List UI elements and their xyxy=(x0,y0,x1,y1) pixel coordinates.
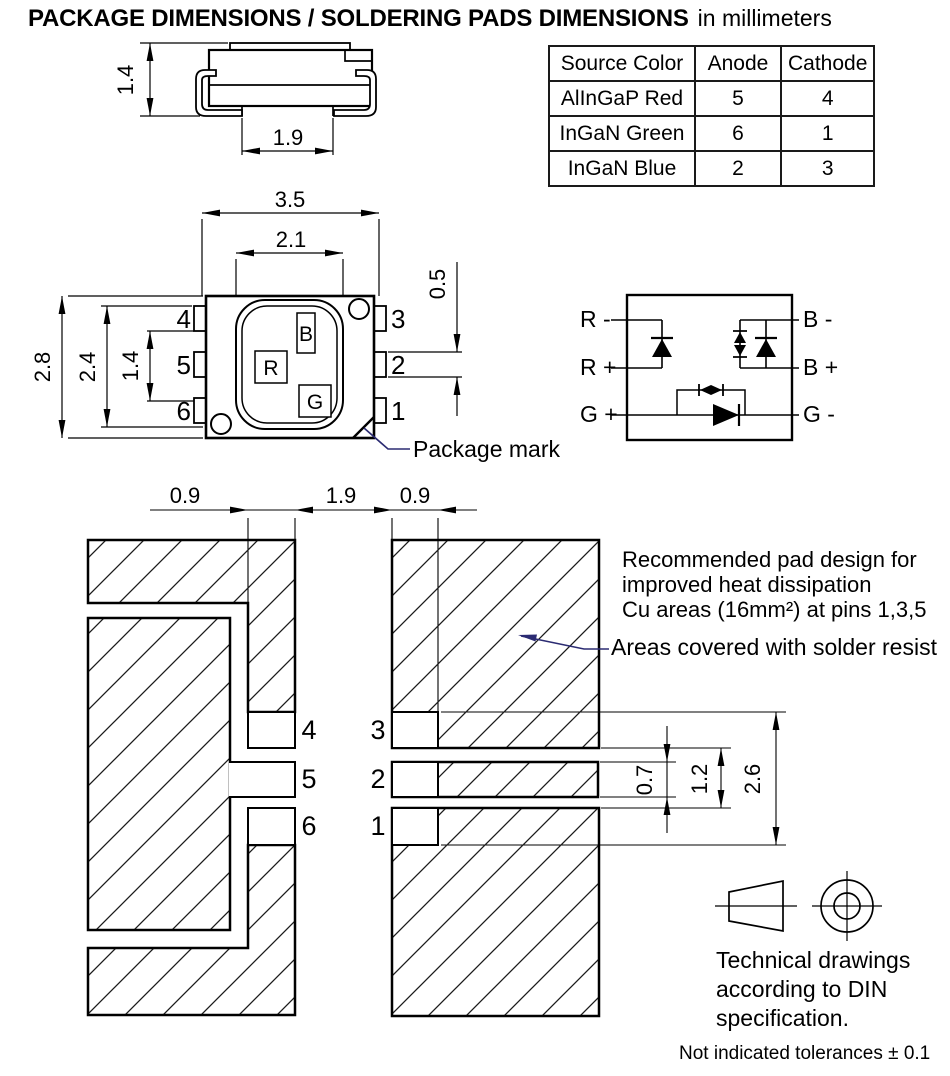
extension-line xyxy=(236,259,343,299)
dimension-label: 2.8 xyxy=(30,351,55,383)
pad-design-note-line: Recommended pad design for xyxy=(622,547,917,572)
table-cell: 4 xyxy=(781,81,874,116)
arrowhead xyxy=(325,250,343,257)
dimension-label: 1.9 xyxy=(325,483,357,508)
solder-resist-note: Areas covered with solder resist xyxy=(611,634,937,660)
arrowhead xyxy=(295,507,313,514)
pin-label: 3 xyxy=(391,304,406,334)
dimension-label: 2.6 xyxy=(740,763,765,795)
column-header: Source Color xyxy=(549,46,695,81)
wire xyxy=(611,320,662,368)
arrowhead xyxy=(104,306,111,324)
table-cell: 2 xyxy=(695,151,781,186)
arrowhead xyxy=(202,210,220,217)
table-cell: AlInGaP Red xyxy=(549,81,695,116)
arrowhead xyxy=(773,827,780,845)
arrowhead xyxy=(361,210,379,217)
pin-label: 1 xyxy=(370,811,386,841)
page-title-main: PACKAGE DIMENSIONS / SOLDERING PADS DIMENSIONS xyxy=(28,5,689,32)
circuit-pin-label: G + xyxy=(580,401,618,427)
arrowhead xyxy=(374,507,392,514)
dimension-label: 0.7 xyxy=(632,764,657,796)
pin-2 xyxy=(374,352,386,377)
index-circle-top xyxy=(349,299,369,319)
tolerance-note: Not indicated tolerances ± 0.1 xyxy=(679,1043,931,1064)
page-title xyxy=(28,5,832,33)
solder-pad-2 xyxy=(392,762,438,797)
arrowhead xyxy=(236,250,254,257)
pin-label: 3 xyxy=(370,715,386,745)
pad-design-note xyxy=(622,547,926,622)
arrowhead xyxy=(454,377,461,395)
dimension-label: 1.4 xyxy=(113,64,138,96)
cu-area-pin-5 xyxy=(88,618,230,930)
din-note: Technical drawings according to DIN specification. xyxy=(716,947,911,1031)
pin-label: 1 xyxy=(391,396,406,426)
wire xyxy=(740,320,799,368)
arrowhead xyxy=(438,507,456,514)
protection-diode-symbol xyxy=(711,385,722,395)
led-green-symbol xyxy=(713,404,739,426)
solder-pad-1 xyxy=(392,808,438,845)
pin-label: 4 xyxy=(176,304,191,334)
arrowhead xyxy=(59,420,66,438)
table-cell: InGaN Blue xyxy=(549,151,695,186)
arrowhead xyxy=(718,790,725,808)
side-view-drawing xyxy=(95,36,395,166)
standoff-notch xyxy=(242,106,333,116)
led-blue-symbol xyxy=(756,339,776,357)
pin-6 xyxy=(194,398,206,423)
arrowhead xyxy=(773,712,780,730)
table-row xyxy=(549,151,874,186)
arrowhead xyxy=(59,296,66,314)
solder-pad-4 xyxy=(248,712,295,748)
column-header: Anode xyxy=(695,46,781,81)
top-view-drawing xyxy=(30,188,565,478)
arrowhead xyxy=(104,409,111,427)
pin-assignment-table xyxy=(548,45,875,187)
dimension-label: 1.9 xyxy=(272,125,304,150)
dimension-label: 0.9 xyxy=(169,483,201,508)
package-body-outline xyxy=(209,50,372,106)
dimension-label: 1.4 xyxy=(118,350,143,382)
circuit-pin-label: B - xyxy=(803,306,833,332)
table-cell: 3 xyxy=(781,151,874,186)
chip-label: G xyxy=(306,391,324,414)
circuit-diagram xyxy=(575,285,950,445)
pin-label: 6 xyxy=(176,396,191,426)
dimension-label: 2.1 xyxy=(275,227,307,252)
solder-pad-3 xyxy=(392,712,438,748)
protection-diode-symbol xyxy=(734,345,746,356)
dimension-label: 0.5 xyxy=(425,268,450,300)
table-cell: 6 xyxy=(695,116,781,151)
pad-design-note-line: improved heat dissipation xyxy=(622,572,872,597)
pin-4 xyxy=(194,306,206,331)
table-row xyxy=(549,116,874,151)
arrowhead xyxy=(664,744,671,762)
chip-label: R xyxy=(263,357,279,380)
arrowhead xyxy=(454,334,461,352)
pin-label: 2 xyxy=(370,764,386,794)
page-title-units: in millimeters xyxy=(697,5,832,31)
package-mark-label: Package mark xyxy=(413,436,561,462)
circuit-pin-label: R + xyxy=(580,354,617,380)
dimension-label: 3.5 xyxy=(274,187,306,212)
circuit-pin-label: G - xyxy=(803,401,835,427)
arrowhead xyxy=(147,43,154,61)
column-header: Cathode xyxy=(781,46,874,81)
pad-design-note-line: Cu areas (16mm²) at pins 1,3,5 xyxy=(622,597,927,622)
pin-5 xyxy=(194,352,206,377)
dimension-label: 2.4 xyxy=(75,351,100,383)
table-cell: 1 xyxy=(781,116,874,151)
pin-label: 6 xyxy=(301,811,317,841)
pin-label: 4 xyxy=(301,715,317,745)
table-row xyxy=(549,81,874,116)
first-angle-projection-icon xyxy=(700,868,895,946)
solder-pad-6 xyxy=(248,808,295,845)
solder-pad-5 xyxy=(229,762,295,797)
arrowhead xyxy=(664,797,671,815)
crosshair xyxy=(812,871,882,941)
pin-1 xyxy=(374,398,386,423)
protection-diode-symbol xyxy=(734,332,746,343)
table-cell: 5 xyxy=(695,81,781,116)
pin-label: 2 xyxy=(391,350,406,380)
pin-label: 5 xyxy=(301,764,317,794)
table-cell: InGaN Green xyxy=(549,116,695,151)
dimension-label: 0.9 xyxy=(399,483,431,508)
arrowhead xyxy=(230,507,248,514)
arrowhead xyxy=(718,748,725,766)
index-circle-bottom xyxy=(211,414,231,434)
arrowhead xyxy=(147,331,154,349)
pin-label: 5 xyxy=(176,350,191,380)
arrowhead xyxy=(315,148,333,155)
arrowhead xyxy=(242,148,260,155)
arrowhead xyxy=(147,383,154,401)
chip-label: B xyxy=(298,323,314,346)
protection-diode-symbol xyxy=(700,385,711,395)
pin-3 xyxy=(374,306,386,331)
circuit-pin-label: R - xyxy=(580,306,611,332)
dimension-label: 1.2 xyxy=(687,763,712,795)
circuit-pin-label: B + xyxy=(803,354,839,380)
arrowhead xyxy=(147,98,154,116)
led-red-symbol xyxy=(652,339,672,357)
table-header-row xyxy=(549,46,874,81)
